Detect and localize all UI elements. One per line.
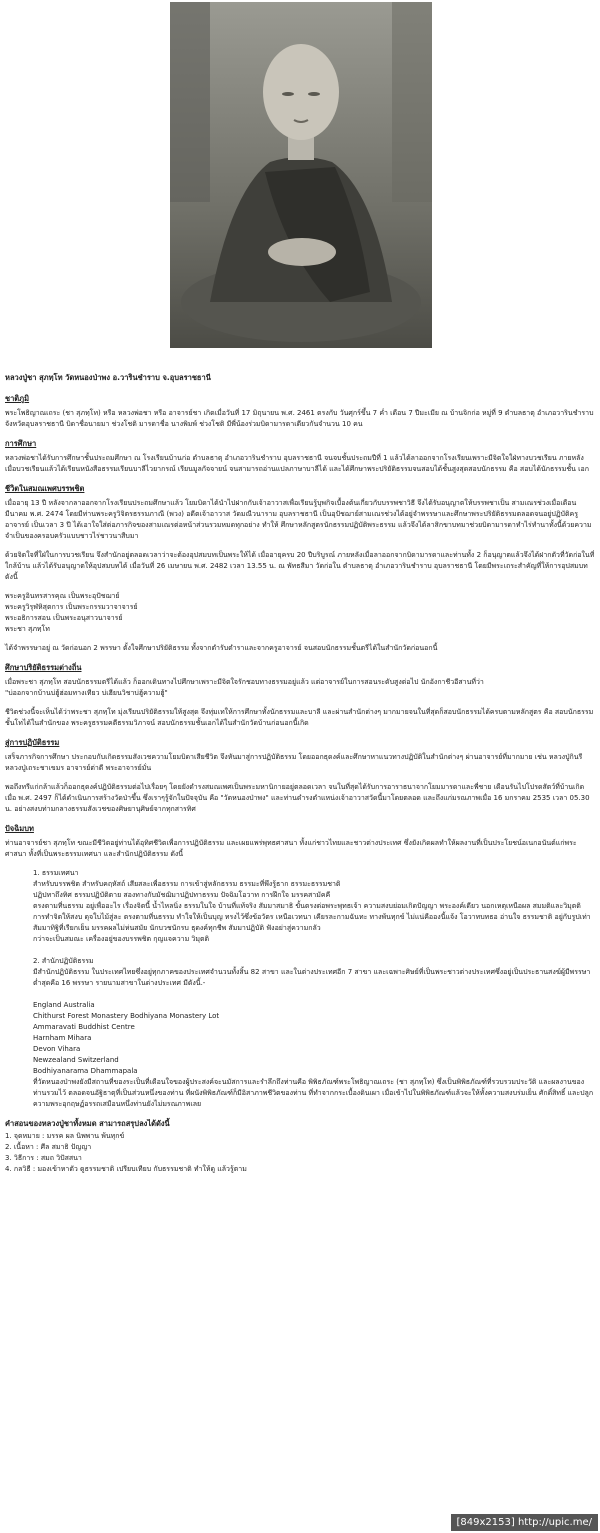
branch-item: Devon Vihara — [33, 1045, 81, 1053]
works-heading-sermons: 1. ธรรมเทศนา — [33, 869, 79, 877]
monk-life-paragraph-3: ได้จำพรรษาอยู่ ณ วัดก่อนอก 2 พรรษา ตั้งใจศึกษาปริยัติธรรม ทั้งจากตำรับตำราและจากครูอาจารย์ จนสอบนักธรรมชั้นตรีได้ในสำนักวัดก่อนอกนี้ — [5, 644, 438, 652]
section-title-present: ปัจฉิมบท — [5, 824, 34, 833]
section-title-education: การศึกษา — [5, 439, 37, 448]
branch-item: England Australia — [33, 1001, 95, 1009]
dhamma-study-text: เมื่อพระชา สุภทฺโท สอบนักธรรมตรีได้แล้ว ก็ออกเดินทางไปศึกษาเพราะมีจิตใจรักชอบทางธรรมอยู่แล้ว แต่อาจารย์ในการสอนระดับสูงต่อไป นักอังกาชีวอีสานที่ว่า — [5, 678, 484, 686]
monk-photo-illustration — [170, 2, 432, 348]
works-heading-centres: 2. สำนักปฏิบัติธรรม — [33, 957, 94, 965]
branch-item: Bodhiyanarama Dhammapala — [33, 1067, 138, 1075]
section-title-dhamma-study: ศึกษาปริยัติธรรมต่างถิ่น — [5, 663, 82, 672]
museum-text: ที่วัดหนองป่าพงยังมีสถานที่ของระเป็นที่เดือนใจของผู้ประสงค์จะนมัสการและรำลึกถึงท่านคือ พิพิธภัณฑ์พระโพธิญาณเถระ (ชา สุภทฺโท) ซึ่งเป็นพิพิธภัณฑ์ที่รวบรวมประวัติ และผลงานของท่านรวมไว้ ตลอดจนอัฐิธาตุที่เป็นส่วนหนึ่งของท่าน ที่ผนังพิพิธภัณฑ์ก็มีอิสาภาพชีวิตของท่าน ที่ทำจากกระเบื้องดินเผา เมื่อเข้าไปในพิพิธภัณฑ์แล้วจะให้ทั้งความสงบร่มเย็น ศักดิ์สิทธิ์ และปลูกความพระอุกฤษฏ์อรรถเสมือนหนึ่งท่านยังไม่มรณภาพเลย — [33, 1078, 594, 1108]
ordination-list — [5, 591, 595, 635]
photo-caption: หลวงปู่ชา สุภทฺโท วัดหนองป่าพง อ.วารินชำราบ จ.อุบลราชธานี — [5, 373, 211, 382]
teaching-item: 2. เนื้อหา : ศีล สมาธิ ปัญญา — [5, 1143, 92, 1151]
monk-life-paragraph-1: เมื่ออายุ 13 ปี หลังจากลาออกจากโรงเรียนประถมศึกษาแล้ว โยมบิดาได้นำไปฝากกับเจ้าอาวาสเพื่อเรียนรู้บุพกิจเบื้องต้นเกี่ยวกับบรรพชาวิธี จึงได้รับอนุญาตให้บรรพชาเป็น สามเณรช่วงเมื่อเดือน มีนาคม พ.ศ. 2474 โดยมีท่านพระครูวิจิตรธรรมภาณี (พวง) อดีตเจ้าอาวาส วัดมณีวนาราม อุบลราชธานี เป็นอุปัชฌาย์สามเณรช่วงได้อยู่จำพรรษาและศึกษาพระปริยัติธรรมตลอดจนอยู่ปฏิบัติครูอาจารย์ เป็นเวลา 3 ปี ได้เอาใจใส่ต่อภารกิจของสามเณรต่อหน้าส่วนรวมหมดทุกอย่าง ทำให้ ศึกษาหลักสูตรนักธรรมปฏิบัติพระธรรม แล้วจึงได้ลาสิกขาบทมาช่วยบิดามารดาทำไร่ทำนาทั้งนี้ด้วยความจำเป็นของครอบครัวแบบชาวไร่ชาวนาสืบมา — [5, 499, 592, 540]
birth-text: พระโพธิญาณเถระ (ชา สุภทฺโท) หรือ หลวงพ่อชา หรือ อาจารย์ชา เกิดเมื่อวันที่ 17 มิถุนายน พ.ศ. 2461 ตรงกับ วันศุกร์ขึ้น 7 ค่ำ เดือน 7 ปีมะเมีย ณ บ้านจิกก่อ หมู่ที่ 9 ตำบลธาตุ อำเภอวารินชำราบ จังหวัดอุบลราชธานี บิดาชื่อนายมา ช่วงโชติ มารดาชื่อ นางพิมพ์ ช่วงโชติ มีพี่น้องร่วมบิดามารดาเดียวกันจำนวน 10 คน — [5, 409, 594, 428]
practice-paragraph-2: พอถึงทรีแก่กล้าแล้วก็ออกธุดงค์ปฏิบัติธรรมต่อไปเรื่อยๆ โดยยังดำรงสมณเพศเป็นพระมหานิกายอยู่ตลอดเวลา จนในที่สุดได้รับการอาราธนาจากโยมมารดาและพี่ชาย เดือนรันไปโปรดสัตว์ที่บ้านเกิด เมื่อ พ.ศ. 2497 ก็ได้ดำเนินการสร้างวัดป่าขึ้น ซึ่งเราๆรู้จักในปัจจุบัน คือ "วัดหนองป่าพง" และท่านดำรงตำแหน่งเจ้าอาวาสวัดนี้มาโดยตลอด และถึงแก่มรณภาพเมื่อ 16 มกราคม 2535 เวลา 05.30 น. อย่างสงบท่ามกลางธรรมสังเวชของศิษยานุศิษย์จากทุกสารทิศ — [5, 783, 590, 813]
branch-item: Newzealand Switzerland — [33, 1056, 119, 1064]
works-item: ปฏิปทาถึงทิศ ธรรมปฏิบัติตาย สองทางกับมัชฌิมาปฏิปทาธรรม ปัจฉิมโอวาท การฝึกใจ มรรคสามัคคี — [33, 891, 331, 899]
teaching-item: 3. วิธีการ : สมถ วิปัสสนา — [5, 1154, 82, 1162]
branch-item: Ammaravati Buddhist Centre — [33, 1023, 135, 1031]
teaching-item: 1. จุดหมาย : มรรค ผล นิพพาน พ้นทุกข์ — [5, 1132, 125, 1140]
ordination-item: พระครูวิรุฬหิสุตการ เป็นพระกรรมวาจาจารย์ — [5, 603, 138, 611]
works-item: สัมมาทิฐิที่เรียกเย็น มรรคผลไม่ห่นสมัย นักบวชนักรบ ธุดงค์ทุกชีพ สัมมาปฏิบัติ ฟังอย่าสู่ความกลัว — [33, 924, 321, 932]
present-paragraph: ท่านอาจารย์ชา สุภทฺโท ขณะมีชีวิตอยู่ท่านได้อุทิศชีวิตเพื่อการปฏิบัติธรรม และเผยแพร่พุทธศาสนา ทั้งแก่ชาวไทยและชาวต่างประเทศ ซึ่งยังเกิดผลทำให้ผลงานที่เป็นประโยชน์อเนกอนันต์แก่พระศาสนา ทั้งที่เป็นพระธรรมเทศนา และสำนักปฏิบัติธรรม ดังนี้ — [5, 839, 577, 858]
teachings-list — [5, 1131, 595, 1175]
works-item: มีสำนักปฏิบัติธรรม ในประเทศไทยซึ่งอยู่ทุกภาคของประเทศจำนวนทั้งสิ้น 82 สาขา และในต่างประเทศอีก 7 สาขา และเฉพาะศิษย์ที่เป็นพระชาวต่างประเทศซึ่งอยู่เป็นประธานสงฆ์ผู้มีพรรษาต่ำสุดคือ 16 พรรษา รายนามสาขาในต่างประเทศ มีดังนี้.- — [33, 968, 591, 987]
works-block — [33, 868, 595, 1110]
monk-life-paragraph-2: ด้วยจิตใจที่ใฝ่ในการบวชเรียน จึงสำนักอยู่ตลอดเวลาว่าจะต้องอุปสมบทเป็นพระให้ได้ เมื่ออายุครบ 20 ปีบริบูรณ์ ภายหลังเมื่อลาออกจากบิดามารดาและท่านทั้ง 2 ก็อนุญาตแล้วจึงได้ฝากตัวที่วัดก่อในที่ใกล้บ้าน แล้วได้รับอนุญาตให้อุปสมบทได้ เมื่อวันที่ 26 เมษายน พ.ศ. 2482 เวลา 13.55 น. ณ พัทธสีมา วัดก่อใน ตำบลธาตุ อำเภอวารินชำราบ อุบลราชธานี โดยมีพระเถระสำคัญที่ให้การอุปสมบทดังนี้ — [5, 551, 595, 581]
ordination-item: พระครูอินทรสารคุณ เป็นพระอุปัชฌาย์ — [5, 592, 120, 600]
works-item: ตรงตามที่นธรรม อยู่เพื่ออะไร เรื่องจิตนี้ น้ำไหลนิ่ง ธรรมในใจ บ้านที่แท้จริง สัมมาสมาธิ ขั้นตรงต่อพระพุทธเจ้า ความสงบย่อมเกิดปัญญา พระองค์เดียว นอกเหตุเหนือผล สมมติและวิมุตติ — [33, 902, 581, 910]
monk-photo — [170, 2, 432, 348]
practice-paragraph-1: เสร็จภารกิจการศึกษา ประกอบกับเกิดธรรมสังเวชความโยมบิดาเสียชีวิต จึงหันมาสู่การปฏิบัติธรรม โดยออกธุดงค์และศึกษาหาแนวทางปฏิบัติในสำนักต่างๆ ผ่านอาจารย์ที่มากมาย เช่น หลวงปู่กินรี หลวงปู่เถระชาเขมร อาจารย์ต่าดี พระอาจารย์มั่น — [5, 753, 583, 772]
branch-item: Chithurst Forest Monastery Bodhiyana Monastery Lot — [33, 1012, 220, 1020]
section-title-monk-life: ชีวิตในสมณเพศบรรพชิต — [5, 484, 85, 493]
teachings-title: คำสอนของหลวงปู่ชาทั้งหมด สามารถสรุปลงได้ดังนี้ — [5, 1119, 170, 1128]
works-item: สำหรับบรรพชิต สำหรับคฤหัสถ์ เสียสละเพื่อธรรม การเข้าสู่หลักธรรม ธรรมะที่พึงรู้ธาก ธรรมะธรรมชาติ — [33, 880, 341, 888]
dhamma-study-paragraph-1 — [5, 677, 595, 699]
section-title-birth: ชาติภูมิ — [5, 394, 30, 403]
works-item: การทำจิตให้สงบ ดุจใบไม้สู่ละ ตรงตามที่นธรรม ทำใจให้เป็นบุญ ทรงไว้ซึ่งข้อวัตร เหนือเวทนา เคียรละกามฉันทะ ทางพ้นทุกข์ ไม่แน่คือองนี้แจ้ง โอวาทบทธอ อ่านใจ ธรรมชาติ อยู่กับรูปเท่า — [33, 913, 591, 921]
ordination-item: พระชา สุภทฺโท — [5, 625, 50, 633]
dhamma-study-quote: "บ่ออกจากบ้านบ่ฮู้ฮ่อมทางเทียว บ่เฮียนวิชาบ่ฮู้ความฮู้" — [5, 689, 168, 697]
section-title-practice: สู่การปฏิบัติธรรม — [5, 738, 60, 747]
education-text: หลวงพ่อชาได้รับการศึกษาชั้นประถมศึกษา ณ โรงเรียนบ้านก่อ ตำบลธาตุ อำเภอวารินชำราบ อุบลราชธานี จนจบชั้นประถมปีที่ 1 แล้วได้ลาออกจากโรงเรียนเพราะมีจิตใจใฝ่ทางบวชเรียน ภายหลังเมื่อบวชเรียนแล้วได้เรียนหนังสือธรรมเรียนบาลีไวยากรณ์ เรียนมูลกัจจายน์ จนสามารถอ่านแปลภาษาบาลีได้ และได้ศึกษาพระปริยัติธรรมจนสอบได้ชั้นสูงสุดสอบนักธรรม คือ สอบได้นักธรรมชั้น เอก — [5, 454, 589, 473]
article — [5, 372, 595, 1175]
dhamma-study-paragraph-2: ชีวิตช่วงนี้จะเห็นได้ว่าพระชา สุภทฺโท มุ่งเรียนปริยัติธรรมให้สูงสุด จึงทุ่มเทให้การศึกษาทั้งนักธรรมและบาลี และผ่านสำนักต่างๆ มากมายจนในที่สุดก็สอบนักธรรมได้ครบตามหลักสูตร คือ สอบนักธรรมชั้นโทได้ในสำนักของ พระครูธรรมคตีธรรมวิภาจน์ สอบนักธรรมชั้นเอกได้ในสำนักวัดบ้านก่อนอกนี้เกิด — [5, 708, 594, 727]
ordination-item: พระอธิการสอน เป็นพระอนุสาวนาจารย์ — [5, 614, 123, 622]
branch-item: Harnham Mihara — [33, 1034, 92, 1042]
works-item: กว่าจะเป็นสมณะ เครื่องอยู่ของบรรพชิต กุญแจความ วิมุตติ — [33, 935, 210, 943]
teaching-item: 4. กลวิธี : มองเข้าหาตัว ดูธรรมชาติ เปรียบเทียบ กับธรรมชาติ ทำให้ดู แล้วรู้ตาม — [5, 1165, 247, 1173]
image-size-watermark: [849x2153] http://upic.me/ — [451, 1514, 598, 1531]
